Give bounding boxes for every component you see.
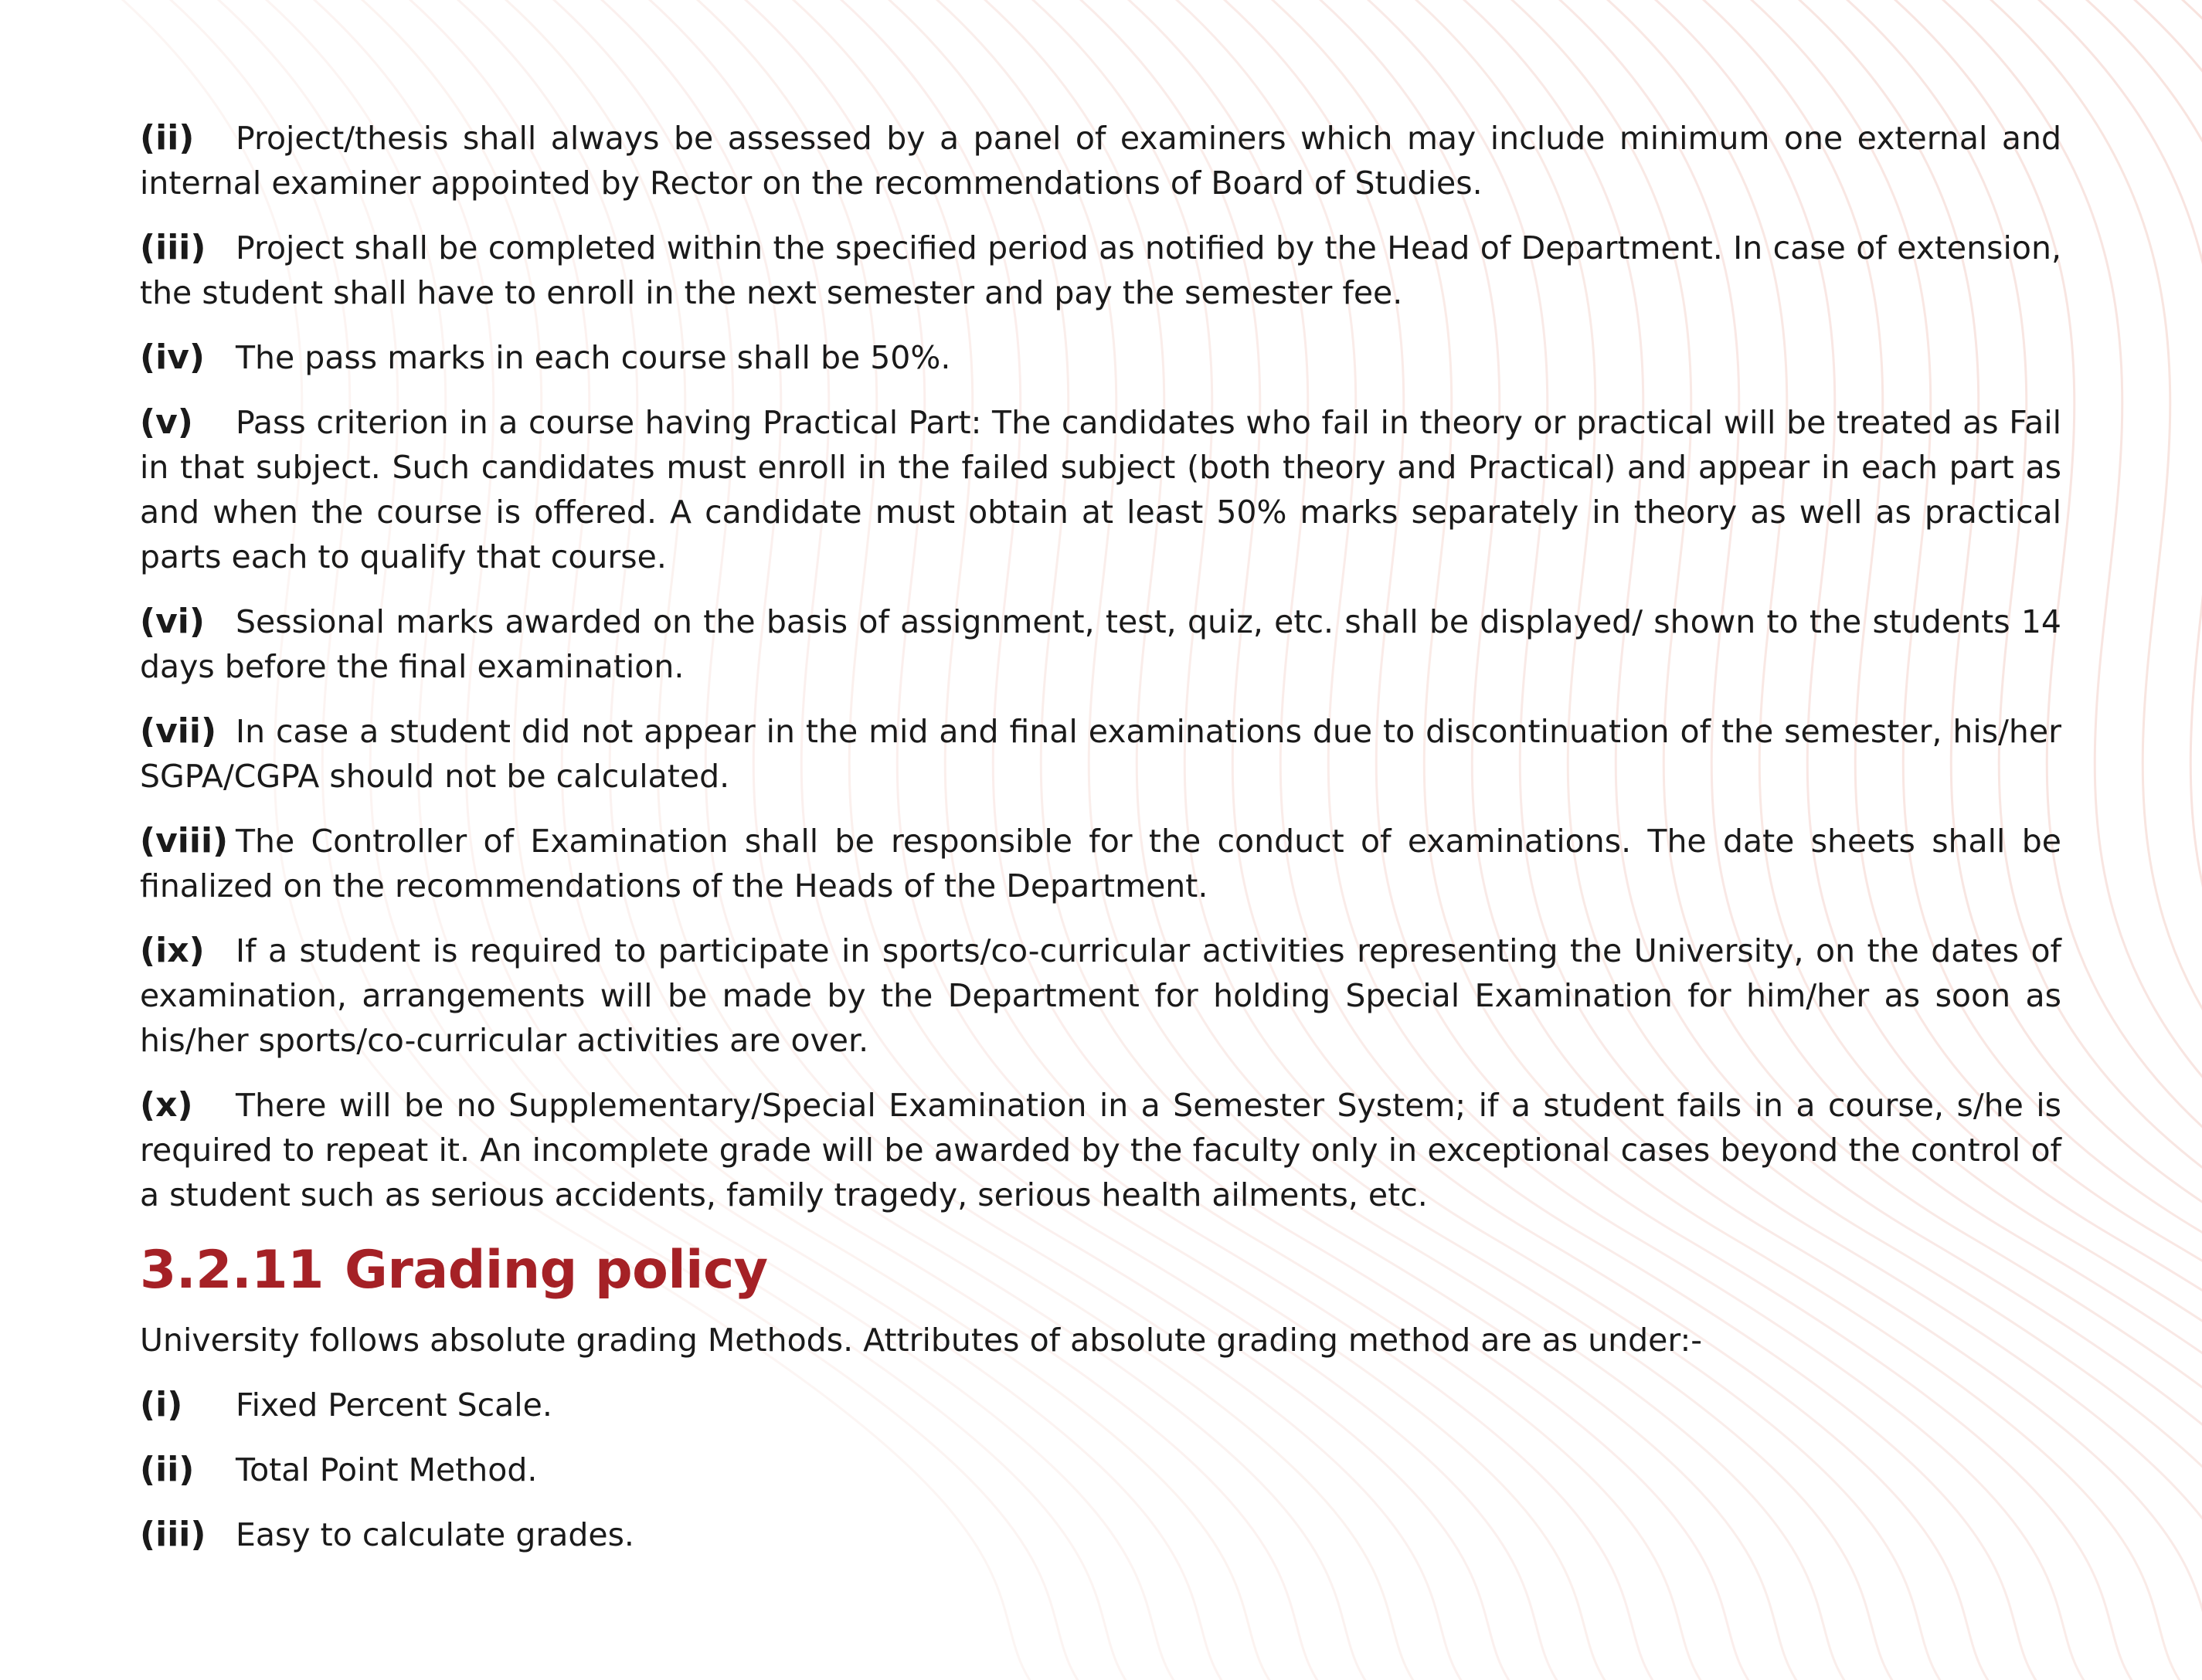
- clause-viii: [140, 819, 2061, 908]
- item-number: (ii): [140, 1450, 195, 1489]
- clause-number: (viii): [140, 821, 229, 860]
- clause-text: Project/thesis shall always be assessed by a panel of examiners which may include minimum one external and internal examiner appointed by Rector on the recommendations of Board of Studies.: [140, 120, 2061, 202]
- clause-ix: [140, 928, 2061, 1063]
- clause-iv: [140, 335, 2061, 380]
- clause-iii: [140, 226, 2061, 315]
- clause-text: Pass criterion in a course having Practical Part: The candidates who fail in theory or practical will be treated as Fail in that subject. Such candidates must enroll in the failed subject (both theory and Practical) and appear in each part as and when the course is offered. A candidate must obtain at least 50% marks separately in theory as well as practical parts each to qualify that course.: [140, 404, 2061, 575]
- clause-number: (vii): [140, 711, 217, 751]
- document-body: [140, 116, 2061, 1577]
- attribute-item-iii: [140, 1512, 2061, 1557]
- clause-vii: [140, 709, 2061, 799]
- clause-text: There will be no Supplementary/Special Examination in a Semester System; if a student fails in a course, s/he is required to repeat it. An incomplete grade will be awarded by the faculty only in exceptional cases beyond the control of a student such as serious accidents, family tragedy, serious health ailments, etc.: [140, 1087, 2061, 1213]
- clause-ii: [140, 116, 2061, 205]
- item-text: Fixed Percent Scale.: [236, 1386, 552, 1424]
- section-number: 3.2.11: [140, 1240, 324, 1301]
- clause-number: (iii): [140, 228, 206, 267]
- section-heading: [140, 1237, 2061, 1304]
- clause-text: The pass marks in each course shall be 50%.: [236, 339, 951, 376]
- clause-v: [140, 400, 2061, 579]
- clause-number: (vi): [140, 602, 205, 641]
- attribute-item-ii: [140, 1448, 2061, 1492]
- clause-number: (ii): [140, 118, 195, 158]
- clause-text: In case a student did not appear in the mid and final examinations due to discontinuation of the semester, his/her SGPA/CGPA should not be calculated.: [140, 713, 2061, 795]
- wave-line: [2041, 0, 2202, 1680]
- wave-line: [2089, 0, 2202, 1680]
- clause-text: Sessional marks awarded on the basis of assignment, test, quiz, etc. shall be displayed/ shown to the students 14 days before the final examination.: [140, 603, 2061, 685]
- clause-vi: [140, 599, 2061, 689]
- item-number: (i): [140, 1385, 183, 1424]
- clause-number: (v): [140, 402, 193, 442]
- section-intro: University follows absolute grading Methods. Attributes of absolute grading method are as under:-: [140, 1322, 1703, 1359]
- clause-number: (ix): [140, 931, 205, 970]
- item-number: (iii): [140, 1515, 206, 1554]
- clause-text: If a student is required to participate in sports/co-curricular activities representing the University, on the dates of examination, arrangements will be made by the Department for holding Special Examination for him/her as soon as his/her sports/co-curricular activities are over.: [140, 932, 2061, 1059]
- clause-x: [140, 1083, 2061, 1217]
- item-text: Total Point Method.: [236, 1451, 538, 1488]
- attribute-item-i: [140, 1383, 2061, 1427]
- section-title-text: Grading policy: [345, 1240, 768, 1301]
- clause-text: Project shall be completed within the specified period as notified by the Head of Department. In case of extension, the student shall have to enroll in the next semester and pay the semester fee.: [140, 229, 2061, 311]
- clause-number: (x): [140, 1085, 193, 1125]
- clause-number: (iv): [140, 338, 205, 377]
- item-text: Easy to calculate grades.: [236, 1516, 634, 1553]
- clause-text: The Controller of Examination shall be responsible for the conduct of examinations. The date sheets shall be finalized on the recommendations of the Heads of the Department.: [140, 823, 2061, 904]
